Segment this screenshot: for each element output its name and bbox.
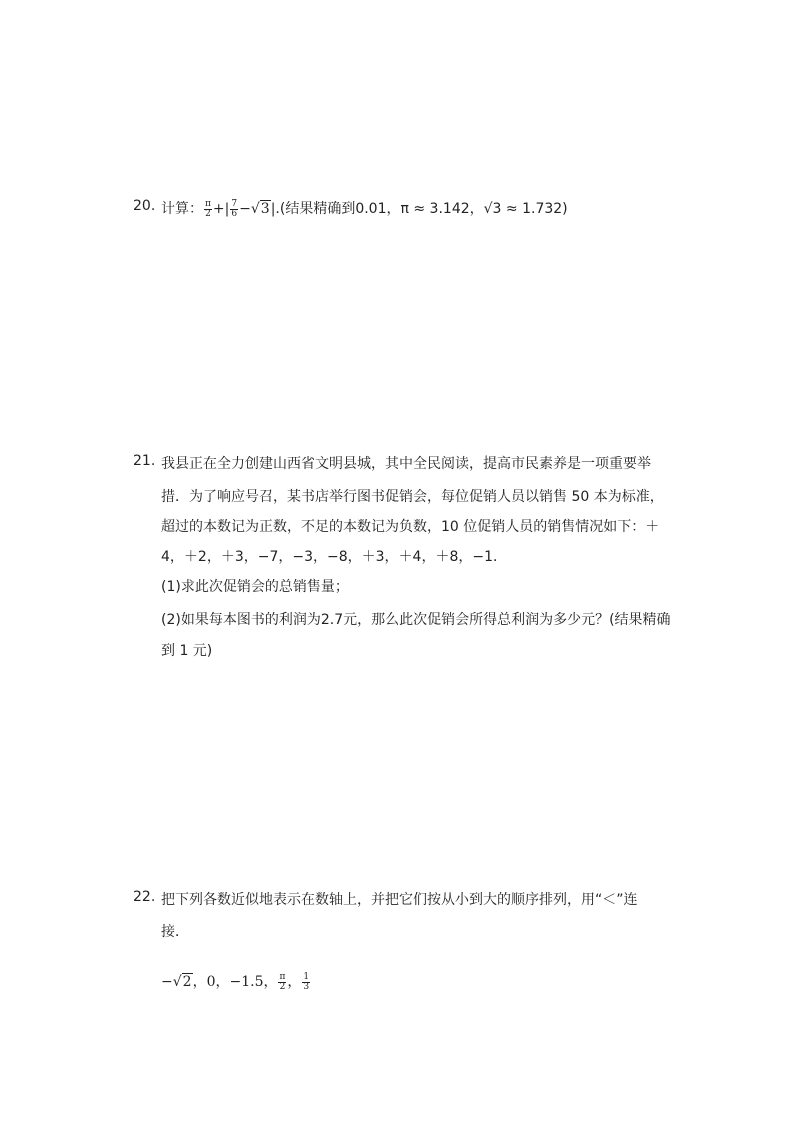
- calc-label: 计算：: [161, 201, 203, 217]
- precision-note: (结果精确到0.01，π ≈ 3.142，√3 ≈ 1.732): [279, 201, 568, 217]
- question-line: 把下列各数近似地表示在数轴上，并把它们按从小到大的顺序排列，用“＜”连: [161, 892, 638, 908]
- pi-over-2-fraction: $\frac{\pi}{2}$: [279, 971, 286, 992]
- sub-question-1: (1)求此次促销会的总销售量；: [161, 579, 349, 595]
- pi-over-2-fraction: $\frac{\pi}{2}$: [205, 198, 211, 219]
- number-list: −√2，0，−1.5， $\frac{\pi}{2}$ ， $\frac{1}{3}$: [161, 971, 310, 992]
- question-number: 21.: [133, 453, 156, 469]
- question-number: 20.: [133, 198, 156, 214]
- question-line: 接．: [161, 924, 189, 940]
- question-line: 4，＋2，＋3，−7，−3，−8，＋3，＋4，＋8，−1．: [161, 549, 507, 565]
- question-line: 超过的本数记为正数，不足的本数记为负数，10 位促销人员的销售情况如下：＋: [161, 519, 660, 535]
- sqrt-3: √3: [250, 201, 270, 217]
- sub-question-2-cont: 到 1 元): [161, 643, 213, 659]
- sqrt-2: √2: [172, 974, 192, 990]
- sub-question-2: (2)如果每本图书的利润为2.7元，那么此次促销会所得总利润为多少元？(结果精确: [161, 612, 671, 628]
- question-text: 计算： $\frac{\pi}{2}$ +| $\frac{7}{6}$ −√3|.(结果精确到0.01，π ≈ 3.142，√3 ≈ 1.732): [161, 198, 568, 219]
- one-third-fraction: $\frac{1}{3}$: [303, 971, 310, 992]
- question-number: 22.: [133, 889, 156, 905]
- question-line: 措．为了响应号召，某书店举行图书促销会，每位促销人员以销售 50 本为标准，: [161, 489, 664, 505]
- seven-sixths-fraction: $\frac{7}{6}$: [231, 198, 238, 219]
- question-line: 我县正在全力创建山西省文明县城，其中全民阅读，提高市民素养是一项重要举: [161, 456, 651, 472]
